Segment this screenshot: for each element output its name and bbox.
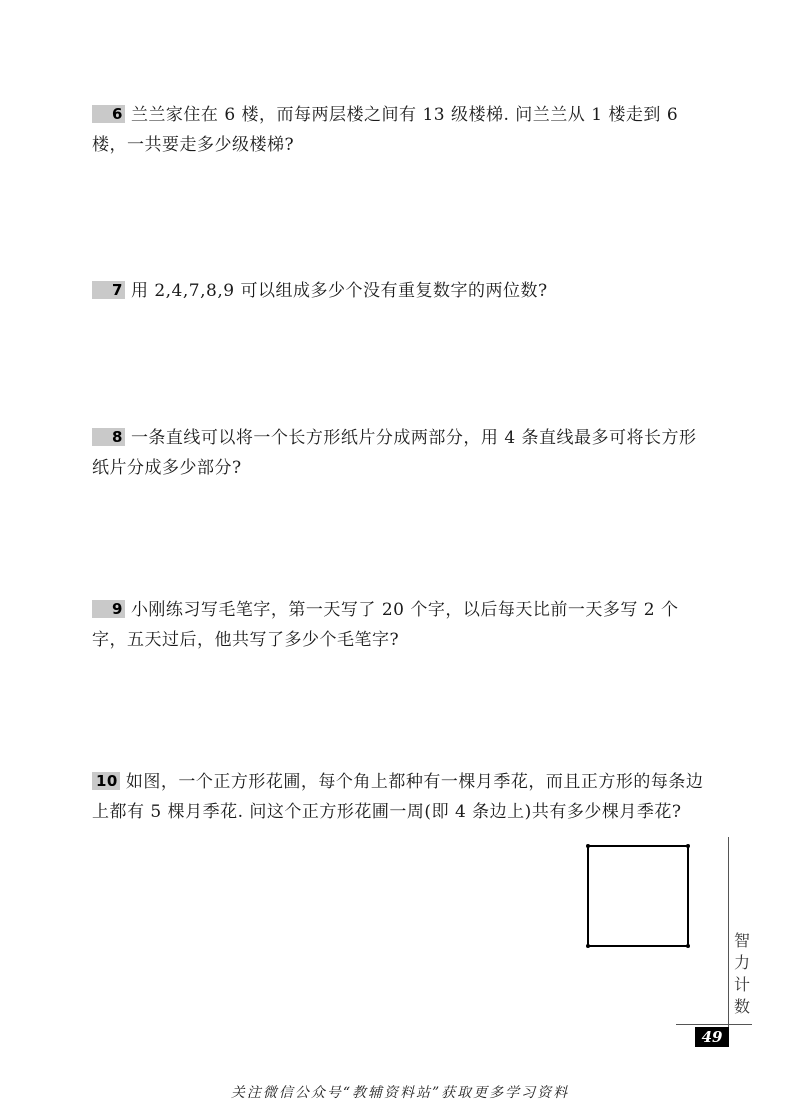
footer-note: 关注微信公众号“教辅资料站”获取更多学习资料 — [230, 1085, 570, 1101]
question-10 — [92, 767, 712, 827]
question-number-badge: 9 — [92, 600, 125, 618]
question-8 — [92, 423, 712, 483]
question-7 — [92, 276, 712, 306]
question-text: 小刚练习写毛笔字，第一天写了 20 个字，以后每天比前一天多写 2 个字，五天过后，他共写了多少个毛笔字? — [92, 600, 679, 650]
square-garden-figure — [583, 841, 693, 951]
question-6 — [92, 100, 712, 160]
square-outline — [588, 846, 688, 946]
question-text: 如图，一个正方形花圃，每个角上都种有一棵月季花，而且正方形的每条边上都有 5 棵月季花. 问这个正方形花圃一周(即 4 条边上)共有多少棵月季花? — [92, 772, 704, 822]
question-text: 用 2,4,7,8,9 可以组成多少个没有重复数字的两位数? — [130, 281, 548, 301]
corner-dot — [686, 844, 690, 848]
corner-dot — [586, 844, 590, 848]
corner-dot — [586, 944, 590, 948]
page-number: 49 — [695, 1027, 729, 1047]
question-number-badge: 8 — [92, 428, 125, 446]
margin-divider — [728, 837, 729, 1047]
chapter-side-label: 智力计数 — [733, 931, 750, 1016]
page-number-rule — [676, 1024, 752, 1025]
corner-dot — [686, 944, 690, 948]
question-number-badge: 7 — [92, 281, 125, 299]
question-text: 一条直线可以将一个长方形纸片分成两部分，用 4 条直线最多可将长方形纸片分成多少部分? — [92, 428, 697, 478]
question-text: 兰兰家住在 6 楼，而每两层楼之间有 13 级楼梯. 问兰兰从 1 楼走到 6 楼，一共要走多少级楼梯? — [92, 105, 679, 155]
question-9 — [92, 595, 712, 655]
question-number-badge: 6 — [92, 105, 125, 123]
question-number-badge: 10 — [92, 772, 120, 790]
